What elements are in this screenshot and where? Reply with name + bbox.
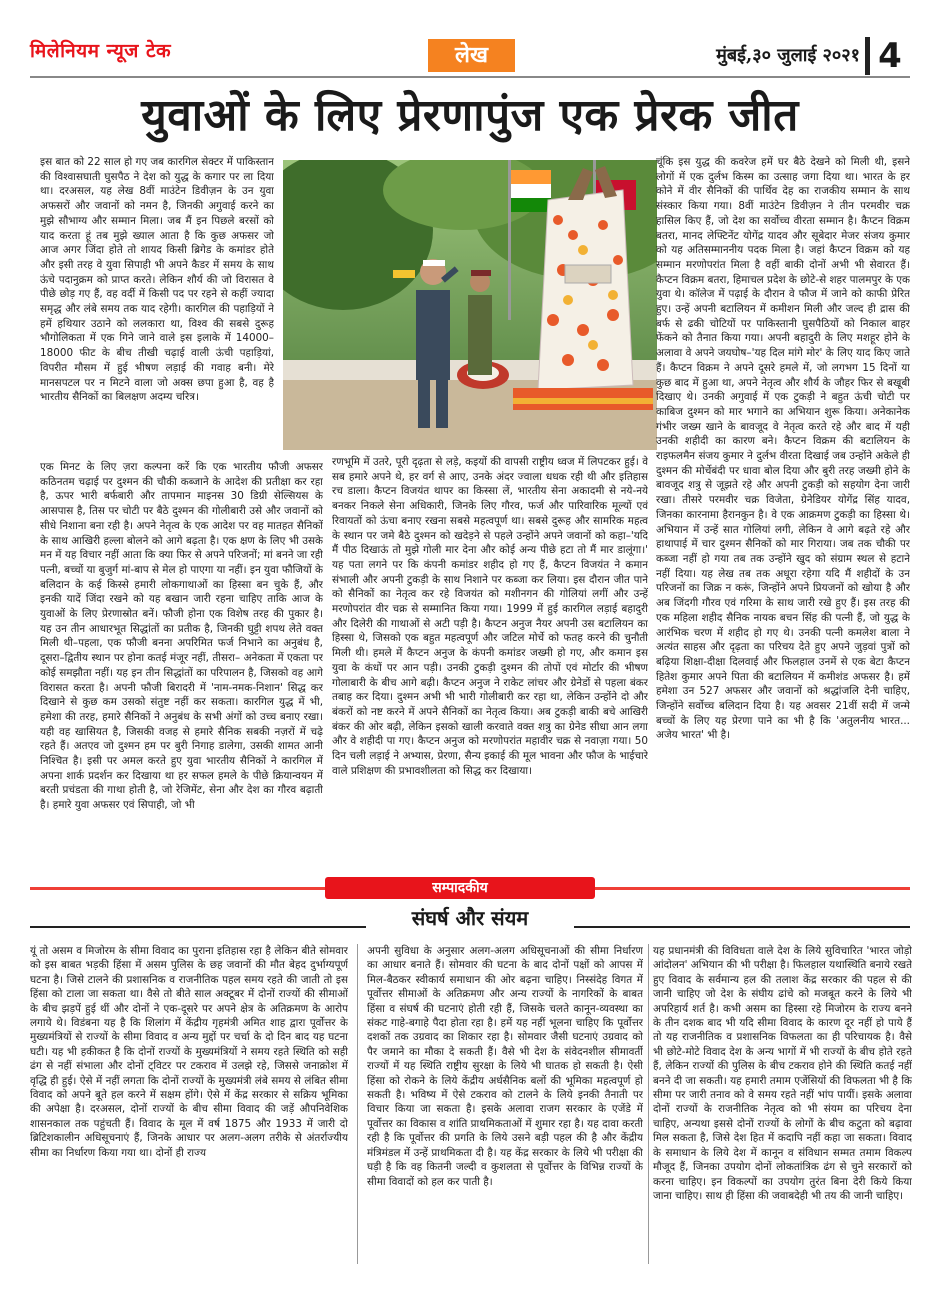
article-column-2 [332,455,648,865]
masthead-rule [30,76,910,78]
article-column-3 [656,155,910,865]
dateline: मुंबई,३० जुलाई २०२१ [716,45,860,66]
article-column-1-bottom [40,460,323,865]
editorial-column-2 [367,944,643,1264]
editorial-column-3 [653,944,912,1264]
page-number: 4 [865,37,910,75]
editorial-text: अपनी सुविधा के अनुसार अलग-अलग अधिसूचनाओं की सीमा निर्धारण का आधार बनाते हैं। सोमवार की घटना के बाद दोनों पक्षों को आपस में मिल-बैठकर स्वीकार्य समाधान की ओर बढ़ना चाहिए। निस्संदेह विगत में पूर्वोत्तर सीमाओं के अतिक्रमण और अन्य राज्यों के नागरिकों के बाबत हिंसा व संघर्ष की घटनाएं होती रही हैं, जिसके चलते कानून-व्यवस्था का संकट गाहे-बगाहे पैदा होता रहा है। हमें यह नहीं भूलना चाहिए कि पूर्वोत्तर दशकों तक उग्रवाद का शिकार रहा है। सोमवार जैसी घटनाएं उग्रवाद को पैर जमाने का मौका दे सकती हैं। वैसे भी देश के संवेदनशील सीमावर्ती राज्यों में यह स्थिति राष्ट्रीय सुरक्षा के लिये भी घातक हो सकती है। ऐसी हिंसा को रोकने के लिये केंद्रीय अर्धसैनिक बलों की भूमिका महत्वपूर्ण हो सकती है। भविष्य में ऐसे टकराव को टालने के लिये इनकी तैनाती पर विचार किया जा सकता है। इसके अलावा राजग सरकार के एजेंडे में पूर्वोत्तर का विकास व शांति प्राथमिकताओं में शुमार रहा है। यह दावा करती रही है कि पूर्वोत्तर की प्रगति के लिये उसने बड़ी पहल की है और केंद्रीय मंत्रिमंडल में उन्हें प्राथमिकता दी है। यह केंद्र सरकार के लिये भी परीक्षा की घड़ी है कि वह कितनी जल्दी व कुशलता से पूर्वोत्तर के विभिन्न राज्यों के सीमा विवादों को हल कर पाती है। [367,945,643,1188]
section-label: लेख [428,39,515,72]
editorial-text: यह प्रधानमंत्री की विविधता वाले देश के लिये सुविचारित 'भारत जोड़ो आंदोलन' अभियान की भी परीक्षा है। फिलहाल यथास्थिति बनाये रखते हुए विवाद के सर्वमान्य हल की तलाश केंद्र सरकार की पहल से की जानी चाहिए जो देश के संघीय ढांचे को मजबूत करने के लिये भी अपरिहार्य शर्त है। कभी असम का हिस्सा रहे मिजोरम के राज्य बनने के तीन दशक बाद भी यदि सीमा विवाद के कारण दूर नहीं हो पाये हैं तो यह राजनीतिक व प्रशासनिक विफलता का ही परिचायक है। वैसे भी छोटे-मोटे विवाद देश के अन्य भागों में भी राज्यों के बीच होते रहते हैं, लेकिन राज्यों की पुलिस के बीच टकराव होने की स्थिति कतई नहीं बनने दी जा सकती। यह हमारी तमाम एजेंसियों की विफलता भी है कि सीमा पर जारी तनाव को वे समय रहते नहीं भांप पायीं। इसके अलावा दोनों राज्यों के राजनीतिक नेतृत्व को भी संयम का परिचय देना चाहिए, अन्यथा इससे दोनों राज्यों के लोगों के बीच कटुता को बढ़ावा मिल सकता है, जिसे देश हित में कदापि नहीं कहा जा सकता। विवाद के समाधान के लिये देश में कानून व संविधान सम्मत तमाम विकल्प मौजूद हैं, जिनका उपयोग दोनों लोकतांत्रिक ढंग से चुने सरकारों को करना चाहिए। इन विकल्पों का उपयोग तुरंत बिना देरी किये किया जाना चाहिए। साथ ही हिंसा की जवाबदेही भी तय की जानी चाहिए। [653,945,912,1202]
article-text: एक मिनट के लिए ज़रा कल्पना करें कि एक भारतीय फौजी अफसर कठिनतम चढ़ाई पर दुश्मन की चौकी कब्जाने के आदेश की प्रतीक्षा कर रहा है, ऊपर भारी बर्फबारी और तापमान माइनस 30 डिग्री सेल्सियस के आसपास है, तिस पर चोटी पर बैठे दुश्मन की गोलीबारी उसे और जवानों को सीधे निशाना बना रही है। अपने नेतृत्व के एक आदेश पर वह मातहत सैनिकों के साथ आखिरी हल्ला बोलने को आगे बढ़ता है। एक क्षण के लिए भी उसके मन में यह विचार नहीं आता कि क्या फिर से अपने परिजनों; मां बनने जा रही पत्नी, बच्चों या बुजुर्ग मां-बाप से मेल हो पाएगा या नहीं। इन युवा फौजियों के बलिदान के कई किस्से हमारी लोकगाथाओं का हिस्सा बन चुके हैं, और इनकी यादें जिंदा रखने को यह बखान जारी रहना चाहिए ताकि आज के युवाओं के लिए प्रेरणास्रोत बनें। फौजी होना एक विशेष तरह की पुकार है। यह उन तीन आधारभूत सिद्धांतों का प्रतीक है, जिनकी घुट्टी शपथ लेते वक्त मिली थी–पहला, एक फौजी बनना अपरिमित फर्ज निभाने का अनुबंध है, दूसरा–द्वितीय स्थान पर होना कतई मंजूर नहीं, तीसरा– अनेकता में एकता पर कोई समझौता नहीं। यह इन तीन सिद्धांतों का परिपालन है, जिसको वह आगे विरासत करता है। अपनी फौजी बिरादरी में 'नाम-नमक-निशान' सिद्ध कर दिखाने से कुछ कम उसको संतुष्ट नहीं कर सकता। कारगिल युद्ध में भी, हमेशा की तरह, हमारे सैनिकों ने अनुबंध के सभी अंगों को उच्च बनाए रखा। यही वह खासियत है, जिसकी वजह से हमारे सैनिक सबकी नज़रों में चढ़े रहते हैं। अतएव जो दुश्मन हम पर बुरी निगाह डालेगा, उसकी शामत आनी निश्चित है। इसी पर अमल करते हुए युवा भारतीय सैनिकों ने कारगिल में अपना शार्क प्रदर्शन कर दिखाया था हर सफल हमले के पीछे क्रियान्वयन में बरती प्रचंडता की गाथा होती है, जो रेजिमेंट, सेना और देश का गौरव बढ़ाती है। हमारे युवा अफसर एवं सिपाही, जो भी [40,461,323,812]
column-divider [357,944,358,1264]
headline: युवाओं के लिए प्रेरणापुंज एक प्रेरक जीत [141,90,799,141]
editorial-column-1 [30,944,348,1264]
editorial-title-block [30,904,910,934]
editorial-banner [30,877,910,899]
article-text: रणभूमि में उतरे, पूरी दृढ़ता से लड़े, कइयों की वापसी राष्ट्रीय ध्वज में लिपटकर हुई। वे सब हमारे अपने थे, हर वर्ग से आए, उनके अंदर ज्वाला धधक रही थी और इतिहास रच डाला। कैप्टन विजयंत थापर का किस्सा लें, भारतीय सेना अकादमी से नये-नये बनकर निकले सेना अधिकारी, जिनके लिए गौरव, फर्ज और पारिवारिक मूल्यों एवं रिवायतों को ऊंचा बनाए रखना सबसे महत्वपूर्ण था। सबसे दुरूह और सामरिक महत्व के स्थान पर जमे बैठे दुश्मन को खदेड़ने से पहले उन्होंने अपने जवानों को कहा–'यदि मैं पीठ दिखाऊं तो मुझे गोली मार देना और कोई अन्य पीछे हटा तो मैं मार डालूंगा।' यह पता लगने पर कि कंपनी कमांडर शहीद हो गए हैं, कैप्टन विजयंत ने कमान संभाली और अपनी टुकड़ी के साथ निशाने पर कब्जा कर लिया। इस दौरान जीत पाने को सैनिकों का नेतृत्व कर रहे विजयंत को मशीनगन की गोलियां लगीं और उन्हें मरणोपरांत वीर चक्र से सम्मानित किया गया। 1999 में हुई कारगिल लड़ाई बहादुरी और दिलेरी की गाथाओं से अटी पड़ी है। कैप्टन अनुज नैयर अपनी उस बटालियन का हिस्सा थे, जिसको एक बहुत महत्वपूर्ण और जटिल मोर्चे को फतह करने की चुनौती मिली थी। हमले में कैप्टन अनुज के कंपनी कमांडर जख्मी हो गए, और कमान इस युवा के कंधों पर आन पड़ी। उनकी टुकड़ी दुश्मन की तोपों एवं मोर्टार की भीषण गोलाबारी के बीच आगे बढ़ी। कैप्टन अनुज ने राकेट लांचर और ग्रेनेडों से पहला बंकर तबाह कर दिया। दुश्मन अभी भी भारी गोलीबारी कर रहा था, लेकिन उन्होंने दो और बंकरों को नष्ट करने में अपने सैनिकों का नेतृत्व किया। अब टुकड़ी बाकी बचे आखिरी बंकर की ओर बढ़ी, लेकिन इसको खाली करवाते वक्त शत्रु का ग्रेनेड सीधा आन लगा और वे शहीदी पा गए। कैप्टन अनुज को मरणोपरांत महावीर चक्र से नवाज़ा गया। 50 दिन चली लड़ाई ने अभ्यास, प्रेरणा, सैन्य इकाई की मूल भावना और फौज के भाईचारे वाले प्रशिक्षण की प्रभावशीलता को सिद्ध कर दिखाया। [332,456,648,777]
article-column-1-top [40,155,274,458]
masthead [30,37,910,77]
column-divider [648,944,649,1264]
editorial-label: सम्पादकीय [325,877,595,899]
editorial-title: संघर्ष और संयम [411,906,529,930]
memorial-photo [283,160,657,450]
memorial-photo-illustration [283,160,657,450]
article-text: चूंकि इस युद्ध की कवरेज हमें घर बैठे देखने को मिली थी, इसने लोगों में एक दुर्लभ किस्म का उत्साह जगा दिया था। भारत के हर कोने में वीर सैनिकों की पार्थिव देह का राजकीय सम्मान के साथ संस्कार किया गया। 8वीं माउंटेन डिवीज़न ने तीन परमवीर चक्र हासिल किए हैं, जो देश का सर्वोच्च वीरता सम्मान है। कैप्टन विक्रम बतरा, मानद लेफ्टिनेंट योगेंद्र यादव और सूबेदार मेजर संजय कुमार को यह अतिसम्माननीय पदक मिला है। जहां कैप्टन विक्रम को यह सम्मान मरणोपरांत मिला है वहीं बाकी दोनों अभी भी सेवारत हैं। कैप्टन विक्रम बतरा, हिमाचल प्रदेश के छोटे-से शहर पालमपुर के एक युवा थे। कॉलेज में पढ़ाई के दौरान वे फौज में जाने को काफी प्रेरित हुए। उन्हें अपनी बटालियन में कमीशन मिली और जल्द ही द्रास की बर्फ से ढकी चोटियों पर पाकिस्तानी घुसपैठियों को निकाल बाहर फेंकने को तैनात किया गया। अपनी बहादुरी के लिए मशहूर होने के अलावा वे अपने जयघोष–'यह दिल मांगे मोर' के लिए याद किए जाते हैं। कैप्टन विक्रम ने अपने दूसरे हमले में, जो लगभग 15 दिनों या कुछ बाद में हुआ था, अपने नेतृत्व और शौर्य के जौहर फिर से बखूबी दिखाए थे। उनकी अगुवाई में एक टुकड़ी ने बहुत ऊंची चोटी पर काबिज दुश्मन को मार भगाने का अभियान शुरू किया। अनेकानेक गंभीर जख्म खाने के बावजूद वे नेतृत्व करते रहे और बाद में यही उनकी शहीदी का कारण बने। कैप्टन विक्रम की बटालियन के राइफलमैन संजय कुमार ने दुर्लभ वीरता दिखाई जब उन्होंने अकेले ही दुश्मन की मोर्चेबंदी पर धावा बोल दिया और बुरी तरह जख्मी होने के बावजूद शत्रु से जूझते रहे और अपनी टुकड़ी को सहयोग देना जारी रखा। तीसरे परमवीर चक्र विजेता, ग्रेनेडियर योगेंद्र सिंह यादव, जिनका कारनामा हैरानकुन है। वे एक आक्रमण टुकड़ी का हिस्सा थे। अभियान में उन्हें सात गोलियां लगी, लेकिन वे आगे बढ़ते रहे और हाथापाई में चार दुश्मन सैनिकों को मार गिराया। जब तक चौकी पर कब्जा नहीं हो गया तब तक उन्होंने खुद को संग्राम स्थल से हटाने नहीं दिया। यह लेख तब तक अधूरा रहेगा यदि मैं शहीदों के उन परिजनों का जिक्र न करूं, जिन्होंने अपने प्रियजनों को खोया है और अब जिंदगी गौरव एवं गरिमा के साथ जारी रखे हुए हैं। इस तरह की एक महिला शहीद सैनिक नायक बचन सिंह की पत्नी हैं, जो युद्ध के आरंभिक चरण में शहीद हो गए थे। उनकी पत्नी कमलेश बाला ने अत्यंत साहस और दृढ़ता का परिचय देते हुए अपने जुड़वां पुत्रों को बढ़िया शिक्षा-दीक्षा दिलवाई और फिलहाल उनमें से एक बेटा कैप्टन हितेश कुमार अपने पिता की बटालियन में कमीशंड अफसर है। हमें हमेशा उन 527 अफसर और जवानों को श्रद्धांजलि देनी चाहिए, जिन्होंने सर्वोच्च बलिदान दिया है। यह अवसर 21वीं सदी में जन्मे बच्चों के लिए यह प्रेरणा पाने का भी है कि 'अतुलनीय भारत... अजेय भारत' भी है। [656,156,910,742]
newspaper-brand: मिलेनियम न्यूज टेक [30,40,172,62]
article-text: इस बात को 22 साल हो गए जब कारगिल सेक्टर में पाकिस्तान की विश्वासघाती घुसपैठ ने देश को युद्ध के कगार पर ला दिया था। दरअसल, यह लेख 8वीं माउंटेन डिवीज़न के उन युवा अफसरों और जवानों को नमन है, जिनकी अगुवाई करने का मुझे सौभाग्य और सम्मान मिला। जब मैं इन पिछले बरसों को याद करता हूं तब मुझे ख्याल आता है कि कुछ अफसर जो आज अगर जिंदा होते तो शायद किसी ब्रिगेड के कमांडर होते और इसी तरह वे युवा सिपाही भी अपने कैडर में समय के साथ ऊंचे पदानुक्रम को प्राप्त करते। लेकिन शौर्य की जो विरासत वे पीछे छोड़ गए हैं, वह वर्दी में किसी पद पर रहने से कहीं ज्यादा समृद्ध और लंबे समय तक याद रहेगी। कारगिल की पहाड़ियों ने हमें हथियार उठाने को ललकारा था, विश्व की सबसे दुरूह भौगोलिकता में एक गिने जाने वाले इस इलाके में 14000–18000 फीट के बीच तीखी चढ़ाई वाली ऊंची पहाड़ियां, विपरीत मौसम में हुई भीषण लड़ाई की गवाह बनी। मेरे मानसपटल पर न मिटने वाला जो अक्स छपा हुआ है, वह है भारतीय सैनिकों का बिलक्षण अदम्य चरित्र। [40,156,274,404]
editorial-text: यूं तो असम व मिजोरम के सीमा विवाद का पुराना इतिहास रहा है लेकिन बीते सोमवार को इस बाबत भड़की हिंसा में असम पुलिस के छह जवानों की मौत बेहद दुर्भाग्यपूर्ण घटना है। जिसे टालने की प्रशासनिक व राजनीतिक पहल समय रहते की जाती तो इस हिंसा को टाला जा सकता था। वैसे तो बीते साल अक्टूबर में दोनों राज्यों की सीमाओं के बीच झड़पें हुई थीं और दोनों ने एक-दूसरे पर अपने क्षेत्र के अतिक्रमण के आरोप लगाये थे। विडंबना यह है कि शिलांग में केंद्रीय गृहमंत्री अमित शाह द्वारा पूर्वोत्तर के मुख्यमंत्रियों से राज्यों के सीमा विवाद व अन्य मुद्दों पर चर्चा के दो दिन बाद यह घटना घटी। यह भी हकीकत है कि दोनों राज्यों के मुख्यमंत्रियों ने समय रहते स्थिति को सही ढंग से नहीं संभाला और दोनों ट्विटर पर टकराव में उलझे रहे, जिससे जनाक्रोश में वृद्धि ही हुई। ऐसे में नहीं लगता कि दोनों राज्यों के मुख्यमंत्री लंबे समय से लंबित सीमा विवाद को अपने बूते हल करने में सक्षम होंगे। ऐसे में केंद्र सरकार से सक्रिय भूमिका की अपेक्षा है। दरअसल, दोनों राज्यों के बीच सीमा विवाद की जड़ें औपनिवेशिक शासनकाल तक पहुंचती हैं। विवाद के मूल में वर्ष 1875 और 1933 में जारी दो ब्रिटिशकालीन अधिसूचनाएं हैं, जिनके आधार पर अलग-अलग तरीके से अंतर्राज्यीय सीमा का निर्धारण किया गया था। दोनों ही राज्य [30,945,348,1159]
